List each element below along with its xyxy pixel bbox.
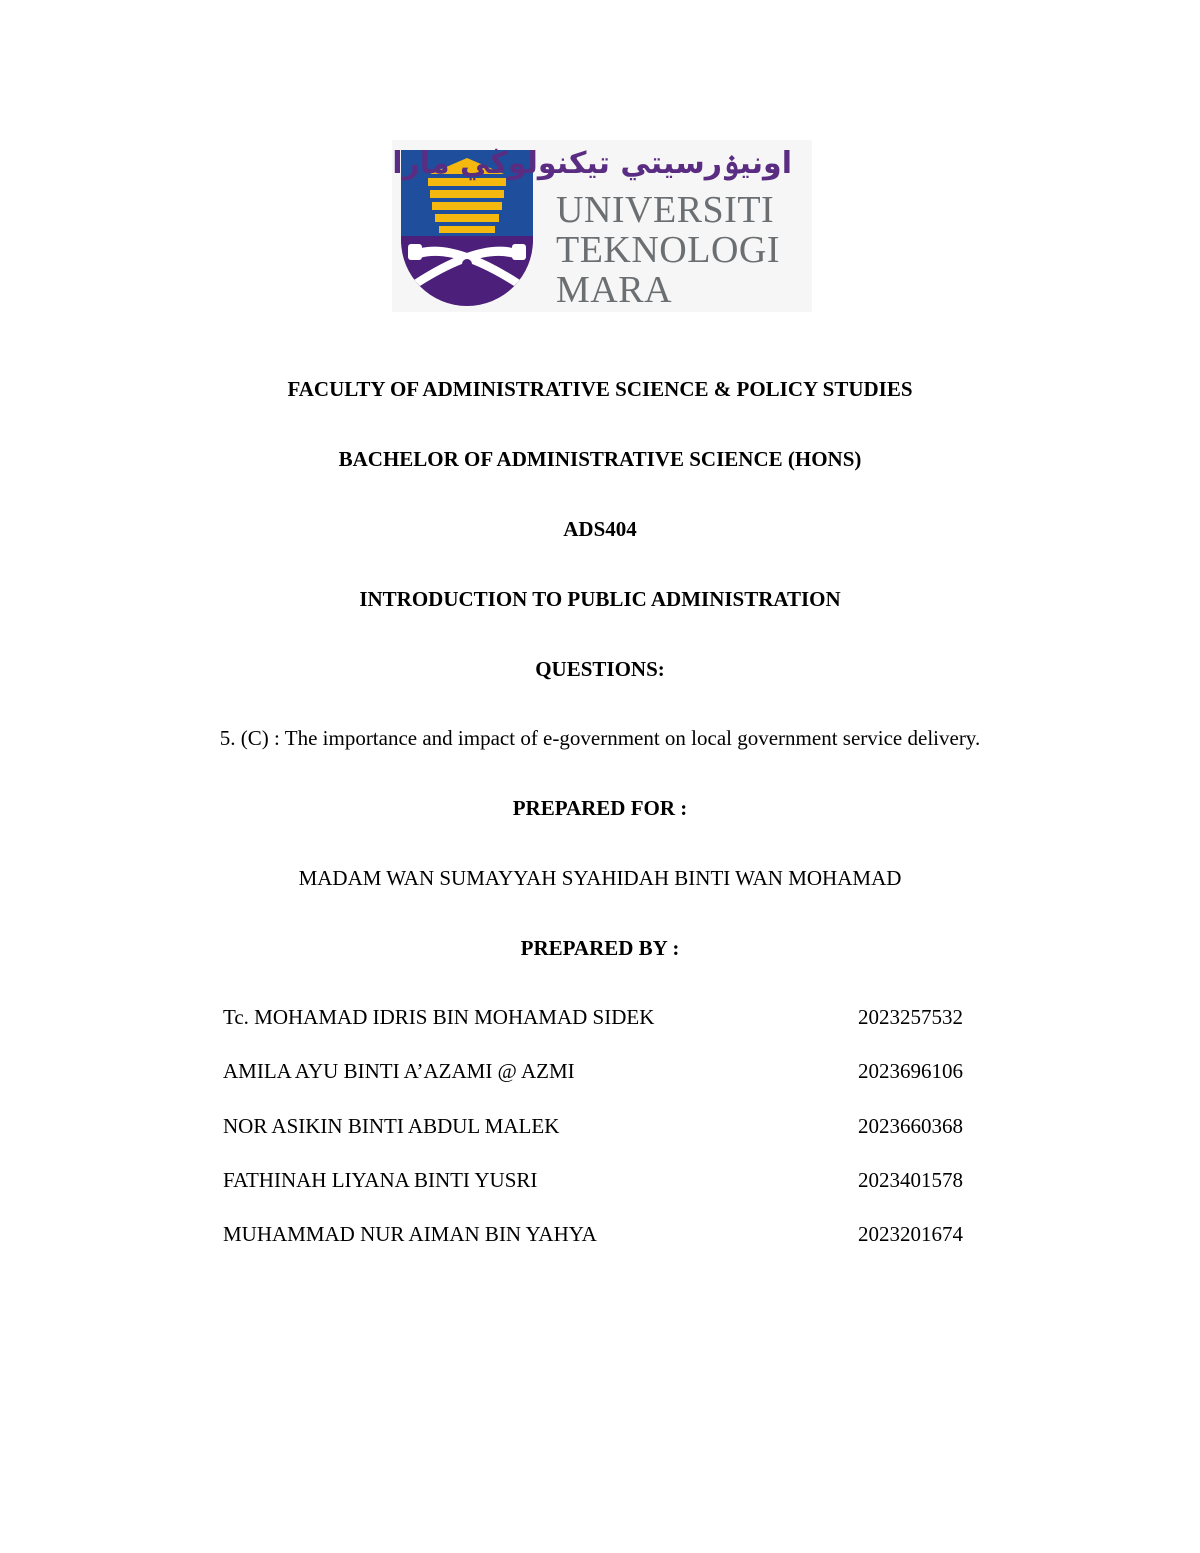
member-list xyxy=(223,1003,983,1274)
member-id: 2023696106 xyxy=(858,1059,963,1084)
member-row xyxy=(223,1166,983,1220)
member-name: NOR ASIKIN BINTI ABDUL MALEK xyxy=(223,1113,560,1138)
logo-word-universiti: UNIVERSITI xyxy=(556,189,775,231)
prepared-for-label: PREPARED FOR : xyxy=(512,796,688,820)
member-name: AMILA AYU BINTI A’AZAMI @ AZMI xyxy=(223,1059,575,1084)
program-heading: BACHELOR OF ADMINISTRATIVE SCIENCE (HONS) xyxy=(338,447,862,471)
member-name: FATHINAH LIYANA BINTI YUSRI xyxy=(223,1167,538,1192)
member-row xyxy=(223,1003,983,1057)
member-row xyxy=(223,1220,983,1274)
prepared-by-label: PREPARED BY : xyxy=(520,936,680,960)
lecturer-name: MADAM WAN SUMAYYAH SYAHIDAH BINTI WAN MOHAMAD xyxy=(298,866,902,890)
member-row xyxy=(223,1057,983,1111)
member-id: 2023401578 xyxy=(858,1167,963,1192)
logo-arabic-text: اونيۏرسيتي تيكنولوڬي مارا xyxy=(392,146,792,181)
member-id: 2023660368 xyxy=(858,1113,963,1138)
member-name: Tc. MOHAMAD IDRIS BIN MOHAMAD SIDEK xyxy=(223,1005,655,1029)
questions-label: QUESTIONS: xyxy=(535,657,665,681)
university-logo xyxy=(392,140,812,312)
member-id: 2023201674 xyxy=(858,1222,963,1247)
faculty-heading: FACULTY OF ADMINISTRATIVE SCIENCE & POLICY STUDIES xyxy=(287,377,913,401)
course-name: INTRODUCTION TO PUBLIC ADMINISTRATION xyxy=(359,587,841,611)
member-id: 2023257532 xyxy=(858,1005,963,1029)
logo-word-teknologi: TEKNOLOGI xyxy=(556,229,781,271)
member-name: MUHAMMAD NUR AIMAN BIN YAHYA xyxy=(223,1222,597,1247)
logo-word-mara: MARA xyxy=(556,269,673,311)
question-text: 5. (C) : The importance and impact of e-government on local government service delivery. xyxy=(219,726,981,750)
course-code: ADS404 xyxy=(563,517,637,541)
member-row xyxy=(223,1112,983,1166)
